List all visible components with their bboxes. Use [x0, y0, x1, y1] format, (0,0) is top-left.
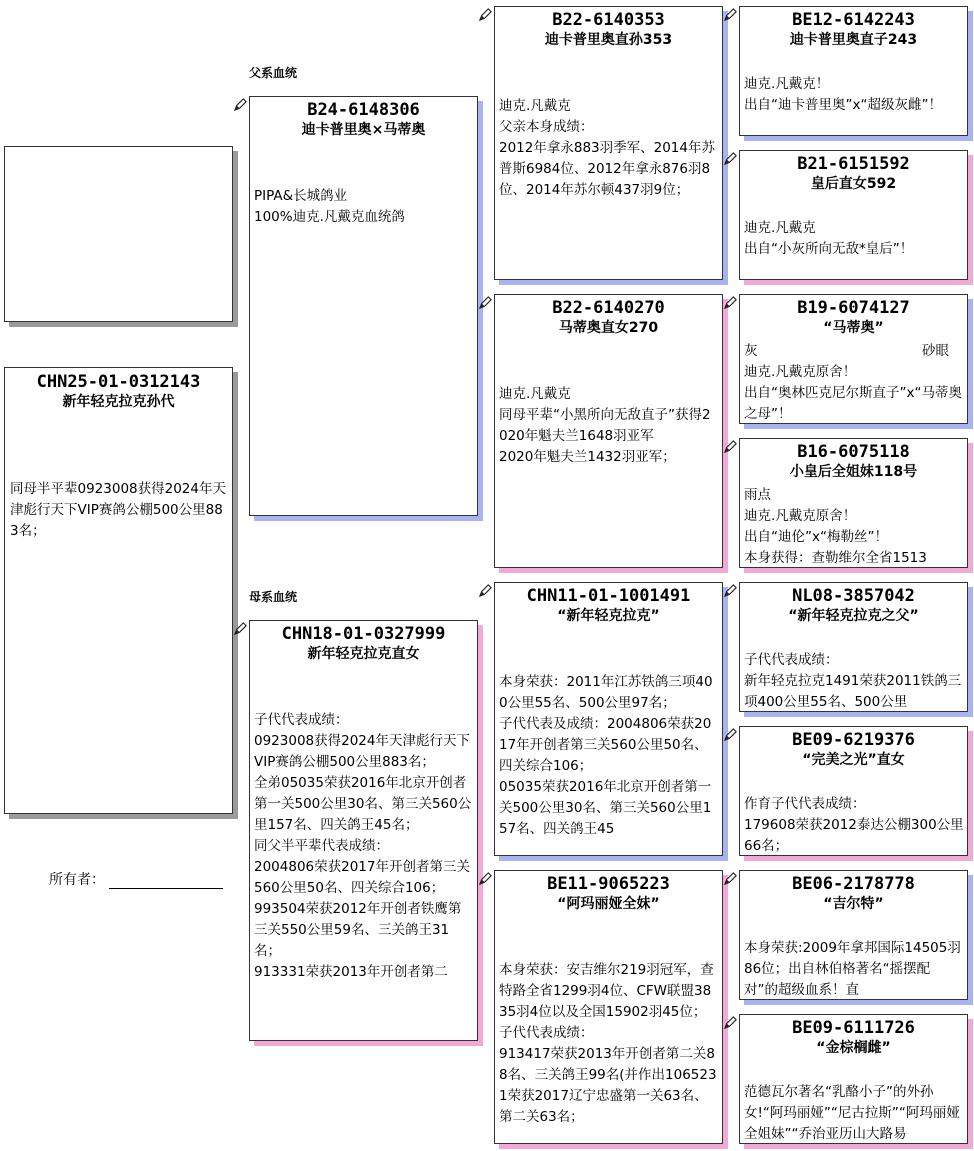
- dss-ring: NL08-3857042: [792, 586, 915, 606]
- ss-card: [494, 6, 723, 280]
- sds-card: [739, 294, 968, 424]
- subject-desc: 同母半平辈0923008获得2024年天津彪行天下VIP赛鸽公棚500公里883名；: [10, 481, 226, 539]
- dsd-ring: BE09-6219376: [792, 730, 915, 750]
- ssd-ring: B21-6151592: [797, 154, 910, 174]
- sd-card: [494, 294, 723, 568]
- sds-color: 灰: [744, 343, 758, 359]
- dsd-card: [739, 726, 968, 856]
- sss-name: 迪卡普里奥直子243: [789, 32, 918, 48]
- dss-name: “新年轻克拉克之父”: [788, 608, 919, 624]
- owner-label: 所有者：: [49, 872, 105, 888]
- pencil-icon[interactable]: [478, 871, 493, 886]
- ds-desc: 本身荣获：2011年江苏铁鸽三项400公里55名、500公里97名； 子代代表及成绩：2004806荣获2017年开创者第三关560公里50名、四关综合106； 05035荣获2016年北京开创者第一关500公里30名、第三关560公里157名、四关鸽王45: [499, 674, 713, 837]
- ssd-card: [739, 150, 968, 280]
- sire-ring: B24-6148306: [307, 100, 420, 120]
- photo-box: [4, 146, 233, 322]
- pencil-icon[interactable]: [478, 583, 493, 598]
- dds-desc: 本身荣获:2009年拿邦国际14505羽86位；出自林伯格著名“摇摆配对”的超级血系！直: [744, 940, 961, 998]
- maternal-label: 母系血统: [249, 590, 298, 604]
- sss-desc: 迪克.凡戴克！ 出自“迪卡普里奥”x“超级灰雌”！: [744, 76, 942, 113]
- ss-ring: B22-6140353: [552, 10, 665, 30]
- sds-eye: 砂眼: [922, 343, 949, 359]
- pencil-icon[interactable]: [723, 151, 738, 166]
- pencil-icon[interactable]: [478, 295, 493, 310]
- sss-ring: BE12-6142243: [792, 10, 915, 30]
- dd-ring: BE11-9065223: [547, 874, 670, 894]
- dds-ring: BE06-2178778: [792, 874, 915, 894]
- ds-ring: CHN11-01-1001491: [526, 586, 691, 606]
- ss-name: 迪卡普里奥直孙353: [544, 32, 673, 48]
- ds-card: [494, 582, 723, 856]
- owner-field: [49, 869, 223, 889]
- dsd-desc: 作育子代代表成绩： 179608荣获2012泰达公棚300公里66名；: [744, 796, 964, 854]
- sdd-ring: B16-6075118: [797, 442, 910, 462]
- dds-card: [739, 870, 968, 1000]
- sire-card: [249, 96, 478, 516]
- dd-name: “阿玛丽娅全妹”: [557, 896, 660, 912]
- dam-card: [249, 620, 478, 1041]
- pencil-icon[interactable]: [723, 1015, 738, 1030]
- ss-desc: 迪克.凡戴克 父亲本身成绩： 2012年拿永883羽季军、2014年苏普斯6984位、2012年拿永876羽8位、2014年苏尔顿437羽9位；: [499, 98, 715, 198]
- dss-desc: 子代代表成绩： 新年轻克拉克1491荣获2011铁鸽三项400公里55名、500公里: [744, 652, 962, 710]
- pencil-icon[interactable]: [478, 7, 493, 22]
- dd-card: [494, 870, 723, 1144]
- ddd-desc: 范德瓦尔著名“乳酪小子”的外孙女!“阿玛丽娅”“尼古拉斯”“阿玛丽娅全姐妹”“乔治亚历山大路易: [744, 1084, 960, 1142]
- pencil-icon[interactable]: [723, 583, 738, 598]
- sire-name: 迪卡普里奥×马蒂奥: [301, 122, 426, 138]
- owner-underline: [109, 873, 223, 889]
- ddd-ring: BE09-6111726: [792, 1018, 915, 1038]
- sd-ring: B22-6140270: [552, 298, 665, 318]
- sds-name: “马蒂奥”: [823, 320, 884, 336]
- ds-name: “新年轻克拉克”: [557, 608, 660, 624]
- sds-ring: B19-6074127: [797, 298, 910, 318]
- pencil-icon[interactable]: [723, 7, 738, 22]
- sdd-card: [739, 438, 968, 568]
- dsd-name: “完美之光”直女: [802, 752, 905, 768]
- pencil-icon[interactable]: [723, 727, 738, 742]
- subject-card: [4, 367, 233, 814]
- sdd-desc: 雨点 迪克.凡戴克原舍！ 出自“迪伦”x“梅勒丝”！ 本身获得：查勒维尔全省1513: [744, 487, 927, 566]
- sd-name: 马蒂奥直女270: [558, 320, 659, 336]
- sire-desc: PIPA&长城鸽业 100%迪克.凡戴克血统鸽: [254, 188, 405, 225]
- sdd-name: 小皇后全姐妹118号: [789, 464, 918, 480]
- paternal-label: 父系血统: [249, 66, 298, 80]
- sss-card: [739, 6, 968, 136]
- pencil-icon[interactable]: [233, 97, 248, 112]
- pencil-icon[interactable]: [723, 439, 738, 454]
- pencil-icon[interactable]: [233, 621, 248, 636]
- ddd-name: “金棕榈雌”: [816, 1040, 891, 1056]
- pencil-icon[interactable]: [723, 871, 738, 886]
- subject-name: 新年轻克拉克孙代: [62, 394, 175, 410]
- ddd-card: [739, 1014, 968, 1144]
- pencil-icon[interactable]: [723, 295, 738, 310]
- dam-name: 新年轻克拉克直女: [307, 646, 420, 662]
- ssd-name: 皇后直女592: [810, 176, 897, 192]
- dam-ring: CHN18-01-0327999: [281, 624, 446, 644]
- subject-ring: CHN25-01-0312143: [36, 372, 201, 392]
- dd-desc: 本身荣获：安吉维尔219羽冠军，查特路全省1299羽4位、CFW联盟3835羽4位以及全国15902羽45位； 子代代表成绩： 913417荣获2013年开创者第二关88名、三关鸽王99名(并作出1065231荣获2017辽宁忠盛第一关63名、第二关63名；: [499, 962, 717, 1125]
- dss-card: [739, 582, 968, 712]
- sd-desc: 迪克.凡戴克 同母平辈“小黑所向无敌直子”获得2020年魁夫兰1648羽亚军 2020年魁夫兰1432羽亚军；: [499, 386, 711, 465]
- sds-desc: 迪克.凡戴克原舍！ 出自“奥林匹克尼尔斯直子”x“马蒂奥之母”！: [744, 364, 962, 422]
- dds-name: “吉尔特”: [823, 896, 884, 912]
- dam-desc: 子代代表成绩： 0923008获得2024年天津彪行天下VIP赛鸽公棚500公里883名； 全弟05035荣获2016年北京开创者第一关500公里30名、第三关560公里157名、四关鸽王45名； 同父半平辈代表成绩： 2004806荣获2017年开创者第三关560公里50名、四关综合106； 993504荣获2012年开创者铁鹰第三关550公里59名、三关鸽王31名； 913331荣获2013年开创者第二: [254, 712, 472, 980]
- ssd-desc: 迪克.凡戴克 出自“小灰所向无敌*皇后”！: [744, 220, 914, 257]
